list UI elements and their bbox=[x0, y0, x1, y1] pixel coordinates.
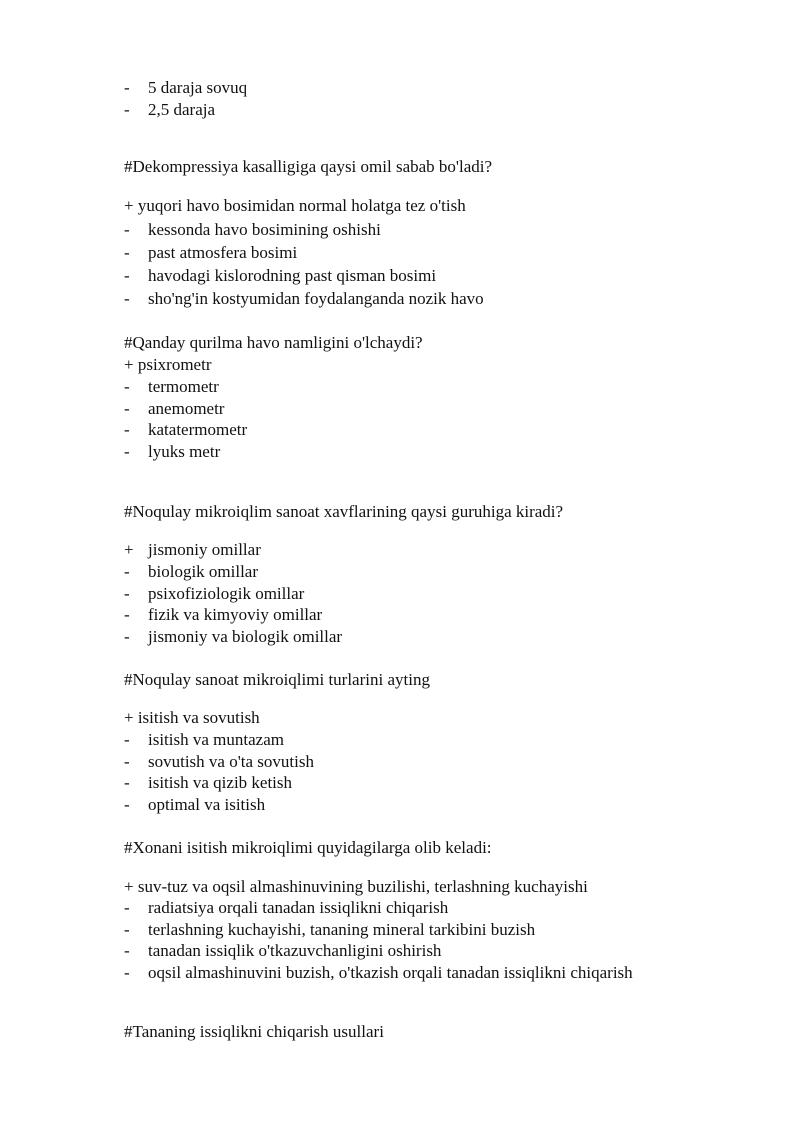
option-mark: - bbox=[124, 730, 130, 749]
option-text: jismoniy va biologik omillar bbox=[148, 627, 343, 646]
option-text: 2,5 daraja bbox=[148, 100, 216, 119]
option-mark: - bbox=[124, 920, 130, 939]
option-mark: - bbox=[124, 100, 130, 119]
option-text: 5 daraja sovuq bbox=[148, 78, 248, 97]
correct-answer-5: + suv-tuz va oqsil almashinuvining buzilishi, terlashning kuchayishi bbox=[124, 877, 588, 896]
option-text: anemometr bbox=[148, 399, 225, 418]
question-1: #Dekompressiya kasalligiga qaysi omil sabab bo'ladi? bbox=[124, 157, 493, 176]
option-text: optimal va isitish bbox=[148, 795, 266, 814]
option-text: havodagi kislorodning past qisman bosimi bbox=[148, 266, 437, 285]
correct-answer-2: + psixrometr bbox=[124, 355, 212, 374]
option-mark: - bbox=[124, 420, 130, 439]
correct-answer-4: + isitish va sovutish bbox=[124, 708, 260, 727]
option-mark: - bbox=[124, 898, 130, 917]
option-text: katatermometr bbox=[148, 420, 248, 439]
option-text: past atmosfera bosimi bbox=[148, 243, 298, 262]
question-4: #Noqulay sanoat mikroiqlimi turlarini ayting bbox=[124, 670, 430, 689]
option-text: oqsil almashinuvini buzish, o'tkazish orqali tanadan issiqlikni chiqarish bbox=[148, 963, 633, 982]
option-text: sovutish va o'ta sovutish bbox=[148, 752, 314, 771]
question-6: #Tananing issiqlikni chiqarish usullari bbox=[124, 1022, 384, 1041]
option-mark: - bbox=[124, 220, 130, 239]
option-mark: - bbox=[124, 795, 130, 814]
option-text: lyuks metr bbox=[148, 442, 221, 461]
option-mark: - bbox=[124, 963, 130, 982]
option-mark: - bbox=[124, 78, 130, 97]
correct-answer-mark-3: + bbox=[124, 540, 134, 559]
question-3: #Noqulay mikroiqlim sanoat xavflarining qaysi guruhiga kiradi? bbox=[124, 502, 564, 521]
option-text: fizik va kimyoviy omillar bbox=[148, 605, 323, 624]
option-text: tanadan issiqlik o'tkazuvchanligini oshirish bbox=[148, 941, 442, 960]
question-5: #Xonani isitish mikroiqlimi quyidagilarga olib keladi: bbox=[124, 838, 492, 857]
option-mark: - bbox=[124, 752, 130, 771]
option-text: isitish va qizib ketish bbox=[148, 773, 293, 792]
option-mark: - bbox=[124, 627, 130, 646]
option-mark: - bbox=[124, 941, 130, 960]
option-mark: - bbox=[124, 442, 130, 461]
option-mark: - bbox=[124, 773, 130, 792]
option-mark: - bbox=[124, 584, 130, 603]
option-text: sho'ng'in kostyumidan foydalanganda nozik havo bbox=[148, 289, 484, 308]
option-text: termometr bbox=[148, 377, 219, 396]
option-text: terlashning kuchayishi, tananing mineral tarkibini buzish bbox=[148, 920, 536, 939]
option-text: psixofiziologik omillar bbox=[148, 584, 305, 603]
option-mark: - bbox=[124, 399, 130, 418]
option-text: biologik omillar bbox=[148, 562, 259, 581]
correct-answer-1: + yuqori havo bosimidan normal holatga tez o'tish bbox=[124, 196, 466, 215]
option-mark: - bbox=[124, 243, 130, 262]
correct-answer-3: jismoniy omillar bbox=[148, 540, 261, 559]
option-text: kessonda havo bosimining oshishi bbox=[148, 220, 381, 239]
option-mark: - bbox=[124, 562, 130, 581]
option-mark: - bbox=[124, 289, 130, 308]
option-text: isitish va muntazam bbox=[148, 730, 284, 749]
option-mark: - bbox=[124, 377, 130, 396]
option-mark: - bbox=[124, 605, 130, 624]
question-2: #Qanday qurilma havo namligini o'lchaydi? bbox=[124, 333, 423, 352]
option-text: radiatsiya orqali tanadan issiqlikni chiqarish bbox=[148, 898, 449, 917]
option-mark: - bbox=[124, 266, 130, 285]
